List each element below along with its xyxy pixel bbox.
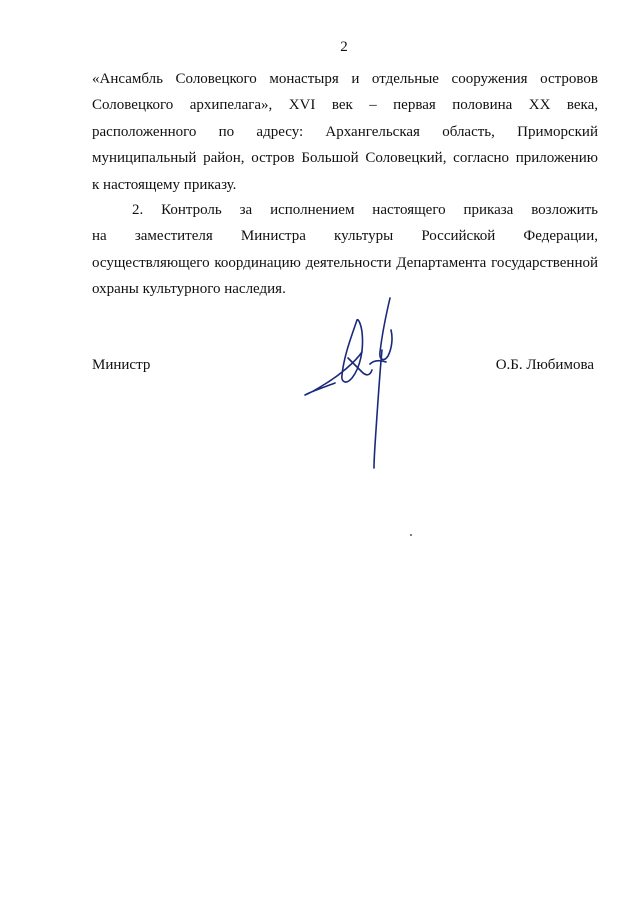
paragraph-line: охраны культурного наследия.	[92, 281, 286, 298]
paragraph-line: осуществляющего координацию деятельности Департамента государственной	[92, 254, 598, 271]
handwritten-signature	[300, 290, 410, 475]
paragraph-2	[92, 197, 598, 303]
paragraph-line: Соловецкого архипелага», XVI век – первая половина XX века,	[92, 97, 598, 114]
paragraph-line: «Ансамбль Соловецкого монастыря и отдельные сооружения островов	[92, 71, 598, 87]
page-number: 2	[340, 39, 348, 55]
signatory-title: Министр	[92, 357, 151, 373]
paragraph-line: расположенного по адресу: Архангельская область, Приморский	[92, 123, 598, 140]
paragraph-line: к настоящему приказу.	[92, 176, 237, 193]
paragraph-1	[92, 66, 598, 198]
paragraph-line: муниципальный район, остров Большой Соловецкий, согласно приложению	[92, 150, 598, 167]
paragraph-line: 2. Контроль за исполнением настоящего приказа возложить	[132, 202, 598, 218]
signatory-name: О.Б. Любимова	[495, 357, 594, 373]
scan-artifact	[410, 534, 412, 536]
paragraph-line: на заместителя Министра культуры Российской Федерации,	[92, 228, 598, 245]
